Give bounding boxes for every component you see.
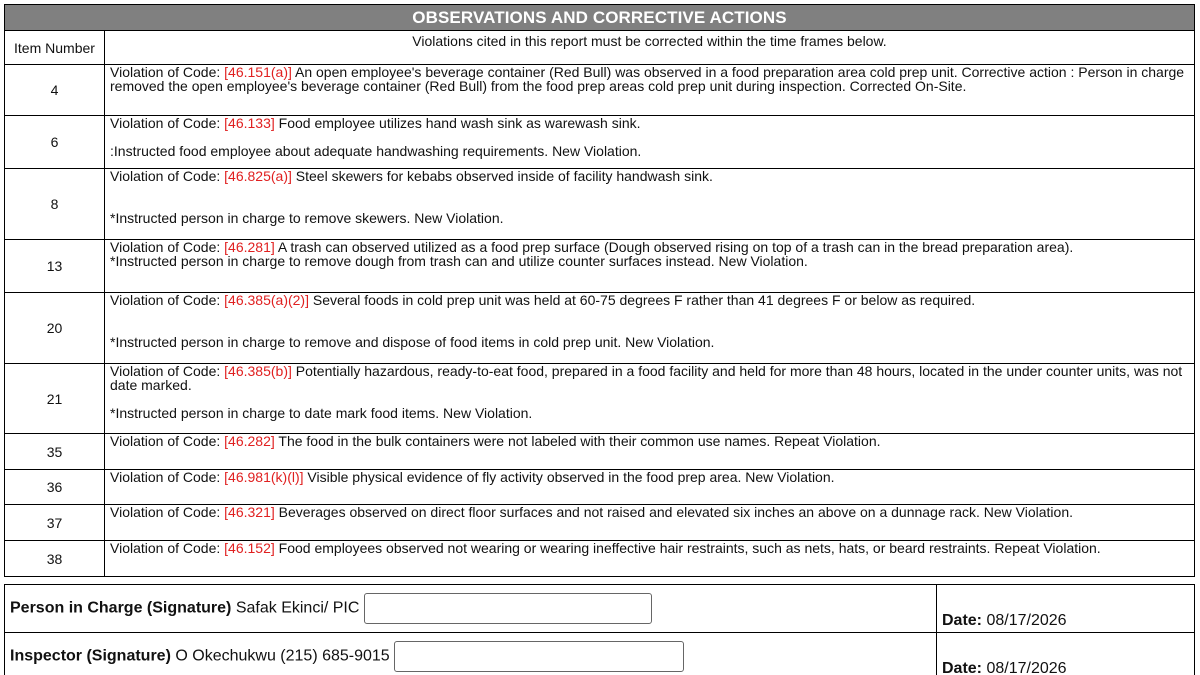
violation-text: Several foods in cold prep unit was held at 60-75 degrees F rather than 41 degrees F or below as required. [312, 292, 976, 308]
violation-prefix: Violation of Code: [110, 540, 221, 556]
code-reference: [46.152] [224, 540, 275, 556]
corrective-action: *Instructed person in charge to remove dough from trash can and utilize counter surfaces instead. New Violation. [110, 253, 808, 269]
violation-prefix: Violation of Code: [110, 504, 221, 520]
code-reference: [46.385(a)(2)] [224, 292, 309, 308]
violation-text: Potentially hazardous, ready-to-eat food, prepared in a food facility and held for more than 48 hours, located in the under counter units, was not date marked. [110, 363, 1183, 393]
table-row [5, 293, 1195, 364]
violation-description [105, 470, 1195, 505]
violation-prefix: Violation of Code: [110, 469, 221, 485]
code-reference: [46.385(b)] [224, 363, 292, 379]
item-number: 4 [5, 65, 105, 116]
item-number: 35 [5, 434, 105, 470]
table-row [5, 470, 1195, 505]
item-number: 6 [5, 116, 105, 169]
inspector-signature-label: Inspector (Signature) [10, 647, 171, 665]
violation-description [105, 65, 1195, 116]
table-row [5, 541, 1195, 577]
violation-description [105, 505, 1195, 541]
violation-text: The food in the bulk containers were not labeled with their common use names. Repeat Violation. [278, 433, 881, 449]
table-row [5, 505, 1195, 541]
inspector-date-value: 08/17/2026 [986, 660, 1067, 675]
violation-text: Food employee utilizes hand wash sink as warewash sink. [278, 115, 641, 131]
code-reference: [46.281] [224, 239, 275, 255]
code-reference: [46.133] [224, 115, 275, 131]
inspector-signature-field[interactable] [394, 641, 684, 672]
signature-table [4, 584, 1195, 675]
section-title: OBSERVATIONS AND CORRECTIVE ACTIONS [5, 5, 1195, 31]
table-row [5, 169, 1195, 240]
violation-prefix: Violation of Code: [110, 292, 221, 308]
table-row [5, 434, 1195, 470]
violation-text: A trash can observed utilized as a food prep surface (Dough observed rising on top of a trash can in the bread preparation area). [277, 239, 1074, 255]
corrective-action: :Instructed food employee about adequate handwashing requirements. New Violation. [110, 143, 642, 159]
violation-prefix: Violation of Code: [110, 168, 221, 184]
item-number: 8 [5, 169, 105, 240]
code-reference: [46.151(a)] [224, 64, 292, 80]
pic-signature-field[interactable] [364, 593, 652, 624]
violation-text: Beverages observed on direct floor surfaces and not raised and elevated six inches an above on a dunnage rack. New Violation. [278, 504, 1074, 520]
corrective-action: *Instructed person in charge to remove skewers. New Violation. [110, 210, 504, 226]
pic-date-value: 08/17/2026 [986, 612, 1067, 629]
inspector-date-label: Date: [942, 660, 983, 675]
corrective-action: *Instructed person in charge to date mark food items. New Violation. [110, 405, 533, 421]
pic-date-label: Date: [942, 612, 983, 629]
table-row [5, 65, 1195, 116]
pic-signature-row [5, 585, 1195, 633]
violation-prefix: Violation of Code: [110, 363, 221, 379]
violation-description [105, 434, 1195, 470]
item-number: 36 [5, 470, 105, 505]
table-row [5, 240, 1195, 293]
inspector-name: O Okechukwu (215) 685-9015 [175, 647, 390, 665]
violation-prefix: Violation of Code: [110, 115, 221, 131]
violation-text: Visible physical evidence of fly activity observed in the food prep area. New Violation. [307, 469, 835, 485]
violation-prefix: Violation of Code: [110, 433, 221, 449]
violation-description [105, 293, 1195, 364]
violation-prefix: Violation of Code: [110, 64, 221, 80]
violation-prefix: Violation of Code: [110, 239, 221, 255]
pic-name: Safak Ekinci/ PIC [235, 599, 360, 617]
item-number-header: Item Number [5, 31, 105, 65]
item-number: 38 [5, 541, 105, 577]
violation-description [105, 364, 1195, 434]
code-reference: [46.825(a)] [224, 168, 292, 184]
code-reference: [46.981(k)(l)] [224, 469, 304, 485]
code-reference: [46.282] [224, 433, 275, 449]
table-row [5, 364, 1195, 434]
violation-description [105, 240, 1195, 293]
violation-description [105, 541, 1195, 577]
violation-text: An open employee's beverage container (Red Bull) was observed in a food preparation area cold prep unit. Corrective action : Person in charge removed the open employee's beverage container (Red Bull) from the food prep areas cold prep unit during inspection. Corrected On-Site. [110, 64, 1185, 94]
item-number: 37 [5, 505, 105, 541]
code-reference: [46.321] [224, 504, 275, 520]
inspector-signature-row [5, 633, 1195, 675]
violation-description [105, 169, 1195, 240]
table-row [5, 116, 1195, 169]
violation-text: Steel skewers for kebabs observed inside of facility handwash sink. [295, 168, 713, 184]
item-number: 20 [5, 293, 105, 364]
violation-description [105, 116, 1195, 169]
corrective-action: *Instructed person in charge to remove and dispose of food items in cold prep unit. New Violation. [110, 334, 715, 350]
observations-table [4, 4, 1195, 577]
item-number: 21 [5, 364, 105, 434]
violation-text: Food employees observed not wearing or wearing ineffective hair restraints, such as nets, hats, or beard restraints. Repeat Violation. [278, 540, 1101, 556]
correction-note: Violations cited in this report must be corrected within the time frames below. [105, 31, 1195, 65]
item-number: 13 [5, 240, 105, 293]
pic-signature-label: Person in Charge (Signature) [10, 599, 232, 617]
